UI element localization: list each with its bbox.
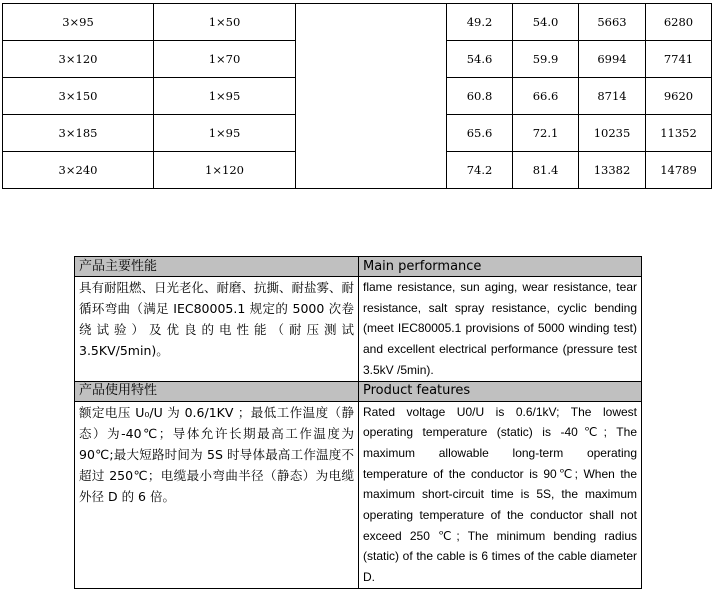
product-features-header-cn: 产品使用特性 — [75, 381, 359, 401]
value-cell-4: 14789 — [646, 152, 712, 189]
value-cell-4: 7741 — [646, 41, 712, 78]
cores-cell: 3×185 — [3, 115, 154, 152]
main-performance-row — [75, 277, 642, 382]
earth-core-cell: 1×95 — [154, 115, 296, 152]
product-features-text-en: Rated voltage U0/U is 0.6/1kV; The lowest operating temperature (static) is -40℃; The maximum allowable long-term operating temperature of the conductor is 90℃; When the maximum short-circuit time is 5S, the maximum operating temperature of the conductor shall not exceed 250 ℃; The minimum bending radius (static) of the cable is 6 times of the cable diameter D. — [359, 401, 642, 588]
main-performance-header-en: Main performance — [359, 257, 642, 277]
cores-cell: 3×120 — [3, 41, 154, 78]
blank-cell — [296, 115, 447, 152]
table-row — [3, 115, 712, 152]
cores-cell: 3×240 — [3, 152, 154, 189]
value-cell-3: 6994 — [579, 41, 646, 78]
earth-core-cell: 1×120 — [154, 152, 296, 189]
blank-cell — [296, 41, 447, 78]
blank-cell — [296, 78, 447, 115]
table-row — [3, 78, 712, 115]
value-cell-1: 65.6 — [447, 115, 513, 152]
earth-core-cell: 1×50 — [154, 4, 296, 41]
main-performance-text-cn: 具有耐阻燃、日光老化、耐磨、抗撕、耐盐雾、耐循环弯曲（满足 IEC80005.1 规定的 5000 次卷绕试验）及优良的电性能（耐压测试 3.5KV/5min)。 — [75, 277, 359, 382]
value-cell-1: 49.2 — [447, 4, 513, 41]
earth-core-cell: 1×70 — [154, 41, 296, 78]
product-features-header-en: Product features — [359, 381, 642, 401]
value-cell-1: 54.6 — [447, 41, 513, 78]
product-features-text-cn: 额定电压 U₀/U 为 0.6/1KV ；最低工作温度（静态）为-40℃；导体允许长期最高工作温度为90℃;最大短路时间为 5S 时导体最高工作温度不超过 250℃；电缆最小弯曲半径（静态）为电缆外径 D 的 6 倍。 — [75, 401, 359, 588]
value-cell-4: 6280 — [646, 4, 712, 41]
value-cell-4: 11352 — [646, 115, 712, 152]
earth-core-cell: 1×95 — [154, 78, 296, 115]
value-cell-3: 10235 — [579, 115, 646, 152]
value-cell-2: 81.4 — [513, 152, 579, 189]
blank-cell — [296, 4, 447, 41]
table-row — [3, 4, 712, 41]
cable-dimension-table-body — [3, 4, 712, 189]
value-cell-2: 59.9 — [513, 41, 579, 78]
blank-cell — [296, 152, 447, 189]
table-row — [3, 41, 712, 78]
value-cell-3: 8714 — [579, 78, 646, 115]
value-cell-2: 54.0 — [513, 4, 579, 41]
product-features-header-row — [75, 381, 642, 401]
value-cell-2: 66.6 — [513, 78, 579, 115]
cable-dimension-table — [2, 3, 712, 189]
value-cell-3: 13382 — [579, 152, 646, 189]
value-cell-3: 5663 — [579, 4, 646, 41]
value-cell-1: 74.2 — [447, 152, 513, 189]
main-performance-header-cn: 产品主要性能 — [75, 257, 359, 277]
value-cell-2: 72.1 — [513, 115, 579, 152]
value-cell-1: 60.8 — [447, 78, 513, 115]
performance-table — [74, 256, 642, 589]
value-cell-4: 9620 — [646, 78, 712, 115]
main-performance-text-en: flame resistance, sun aging, wear resistance, tear resistance, salt spray resistance, cyclic bending (meet IEC80005.1 provisions of 5000 winding test) and excellent electrical performance (pressure test 3.5kV /5min). — [359, 277, 642, 382]
table-row — [3, 152, 712, 189]
cores-cell: 3×150 — [3, 78, 154, 115]
product-features-row — [75, 401, 642, 588]
main-performance-header-row — [75, 257, 642, 277]
cores-cell: 3×95 — [3, 4, 154, 41]
